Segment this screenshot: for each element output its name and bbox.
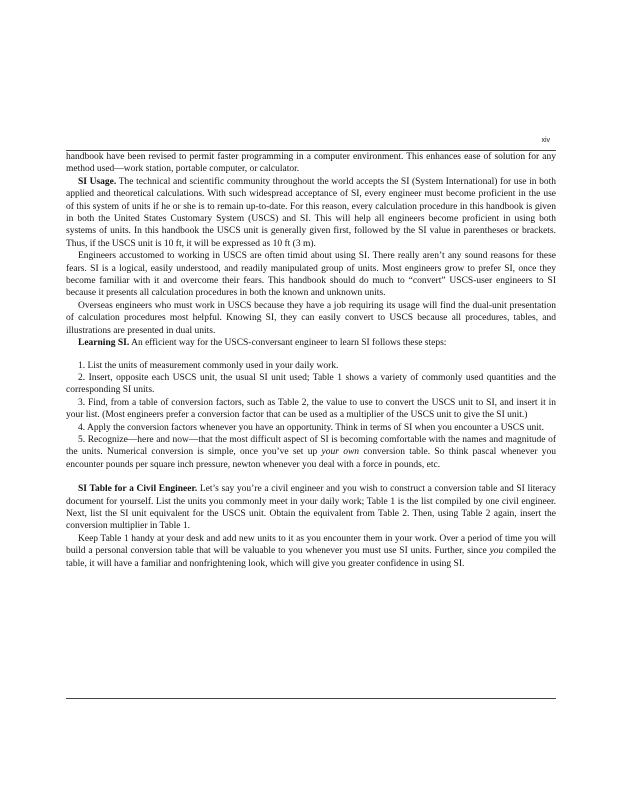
step-text: 2. Insert, opposite each USCS unit, the usual SI unit used; Table 1 shows a variety of commonly used quantities and the corresponding SI units. <box>66 372 556 396</box>
page-number: xiv <box>541 137 550 144</box>
paragraph-overseas-engineers <box>66 300 556 337</box>
footer-rule <box>66 698 556 699</box>
list-item-step-2 <box>66 372 556 397</box>
paragraph-text: An efficient way for the USCS-conversant engineer to learn SI follows these steps: <box>131 338 447 349</box>
step-text: conversion table. So think pascal whenever you encounter pounds per square inch pressure, newton whenever you deal with a force in pounds, etc. <box>66 447 557 470</box>
run-in-heading-learning-si: Learning SI. <box>78 338 130 349</box>
paragraph-si-table-civil <box>66 483 556 533</box>
step-text: 4. Apply the conversion factors whenever you have an opportunity. Think in terms of SI when you encounter a USCS unit. <box>78 422 544 433</box>
list-item-step-4 <box>66 422 556 434</box>
step-text: 3. Find, from a table of conversion factors, such as Table 2, the value to use to convert the USCS unit to SI, and insert it in your list. (Most engineers prefer a conversion factor that can be used as a multiplier of the USCS unit to give the SI unit.) <box>66 397 556 421</box>
paragraph-si-usage <box>66 176 556 250</box>
paragraph-engineers-uscs <box>66 250 556 300</box>
list-item-step-5 <box>66 434 556 471</box>
page-body <box>66 151 556 570</box>
paragraph-text: handbook have been revised to permit faster programming in a computer environment. This enhances ease of solution for any method used—work station, portable computer, or calculator. <box>66 152 556 175</box>
paragraph-text: Engineers accustomed to working in USCS are often timid about using SI. There really aren’t any sound reasons for these fears. SI is a logical, easily understood, and readily manipulated group of units. Most engineers grow to prefer SI, once they become familiar with it and overcome their fears. This handbook should do much to “convert” USCS-user engineers to SI because it presents all calculation procedures in both the known and unknown units. <box>66 251 556 299</box>
list-item-step-1 <box>66 360 556 372</box>
paragraph-learning-si <box>66 337 556 349</box>
paragraph-keep-table <box>66 533 556 570</box>
run-in-heading-si-table: SI Table for a Civil Engineer. <box>78 484 198 495</box>
paragraph-text: Let’s say you’re a civil engineer and you wish to construct a conversion table and SI literacy document for yourself. List the units you commonly meet in your daily work; Table 1 is the list compiled by one civil engineer. Next, list the SI unit equivalent for the USCS unit. Obtain the equivalent from Table 2. Then, using Table 2 again, insert the conversion multiplier in Table 1. <box>66 484 556 532</box>
paragraph-text: Keep Table 1 handy at your desk and add new units to it as you encounter them in your work. Over a period of time you will build a personal conversion table that will be valuable to you whenever you must use SI units. Further, since <box>66 533 556 557</box>
emphasis-your-own: your own <box>321 447 360 458</box>
spacer <box>66 350 556 360</box>
step-text: 5. Recognize—here and now—that the most difficult aspect of SI is becoming comfortable with the names and magnitude of the units. Numerical conversion is simple, once you’ve set up <box>66 434 556 458</box>
paragraph-text: Overseas engineers who must work in USCS because they have a job requiring its usage will find the dual-unit presentation of calculation procedures most helpful. Knowing SI, they can easily convert to USCS because all procedures, tables, and illustrations are presented in dual units. <box>66 300 556 336</box>
step-text: 1. List the units of measurement commonly used in your daily work. <box>78 360 339 371</box>
paragraph-continuation <box>66 151 556 176</box>
paragraph-text: compiled the table, it will have a familiar and nonfrightening look, which will give you greater confidence in using SI. <box>66 546 556 569</box>
spacer <box>66 471 556 483</box>
emphasis-you: you <box>489 546 504 557</box>
paragraph-text: The technical and scientific community throughout the world accepts the SI (System International) for use in both applied and theoretical calculations. With such widespread acceptance of SI, every engineer must become proficient in the use of this system of units if he or she is to remain up-to-date. For this reason, every calculation procedure in this handbook is given in both the United States Customary System (USCS) and SI. This will help all engineers become proficient in using both systems of units. In this handbook the USCS unit is generally given first, followed by the SI value in parentheses or brackets. Thus, if the USCS unit is 10 ft, it will be expressed as 10 ft (3 m). <box>66 176 556 249</box>
run-in-heading-si-usage: SI Usage. <box>78 176 117 187</box>
list-item-step-3 <box>66 397 556 422</box>
